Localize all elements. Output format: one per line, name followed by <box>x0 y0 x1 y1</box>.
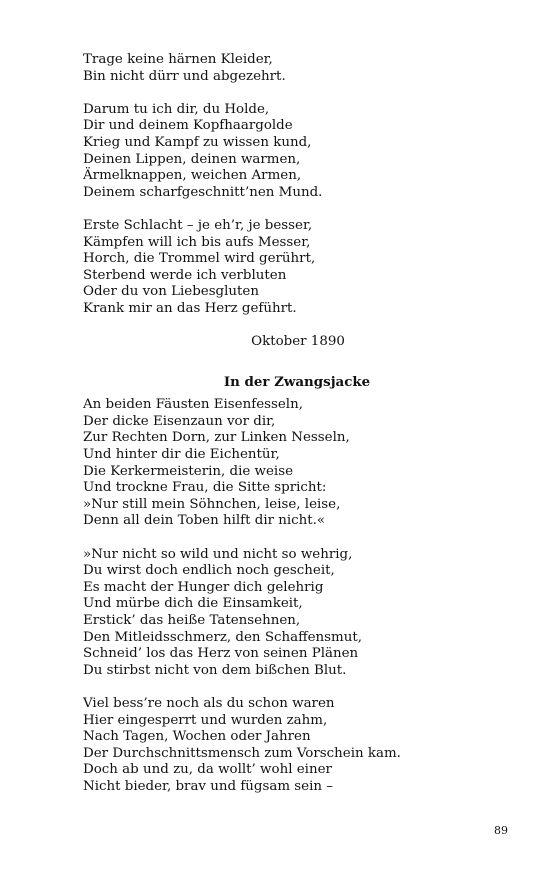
stanza <box>83 397 403 530</box>
poem-line: Oder du von Liebesgluten <box>83 284 259 300</box>
stanza <box>83 547 403 680</box>
poem-line: »Nur still mein Söhnchen, leise, leise, <box>83 496 341 512</box>
poem-line: Nach Tagen, Wochen oder Jahren <box>83 729 311 745</box>
stanza <box>83 218 403 318</box>
poem-1-stanzas <box>83 52 403 318</box>
poem-line: Krieg und Kampf zu wissen kund, <box>83 134 312 150</box>
poem-line: »Nur nicht so wild und nicht so wehrig, <box>83 546 353 562</box>
poem-2-stanzas <box>83 397 403 795</box>
poem-line: Horch, die Trommel wird gerührt, <box>83 251 316 267</box>
page-number: 89 <box>494 824 508 837</box>
poem-line: Sterbend werde ich verbluten <box>83 267 287 283</box>
poem-line: Dir und deinem Kopfhaargolde <box>83 118 293 134</box>
poem-line: Bin nicht dürr und abgezehrt. <box>83 68 286 84</box>
poem-1 <box>83 52 403 351</box>
poem-line: Kämpfen will ich bis aufs Messer, <box>83 234 311 250</box>
poem-line: Deinen Lippen, deinen warmen, <box>83 151 301 167</box>
stanza <box>83 52 403 85</box>
stanza <box>83 696 403 796</box>
poem-line: Und trockne Frau, die Sitte spricht: <box>83 480 327 496</box>
poem-date: Oktober 1890 <box>251 334 345 350</box>
stanza <box>83 102 403 202</box>
poem-title: In der Zwangsjacke <box>223 373 371 390</box>
poem-line: Deinem scharfgeschnitt’nen Mund. <box>83 184 323 200</box>
poem-line: Ärmelknappen, weichen Armen, <box>83 168 302 184</box>
poem-line: Den Mitleidsschmerz, den Schaffensmut, <box>83 629 362 645</box>
poem-line: Und hinter dir die Eichentür, <box>83 447 280 463</box>
poem-line: Hier eingesperrt und wurden zahm, <box>83 712 328 728</box>
page-content <box>83 52 403 812</box>
poem-line: Krank mir an das Herz geführt. <box>83 300 297 316</box>
poem-line: Zur Rechten Dorn, zur Linken Nesseln, <box>83 430 350 446</box>
poem-line: Trage keine härnen Kleider, <box>83 52 273 67</box>
poem-line: Darum tu ich dir, du Holde, <box>83 101 270 117</box>
poem-line: Erste Schlacht – je eh’r, je besser, <box>83 217 313 233</box>
poem-line: Du stirbst nicht von dem bißchen Blut. <box>83 662 347 678</box>
poem-2 <box>83 374 403 796</box>
poem-line: Der Durchschnittsmensch zum Vorschein kam. <box>83 745 401 761</box>
poem-line: Erstick’ das heiße Tatensehnen, <box>83 613 301 628</box>
poem-line: Du wirst doch endlich noch gescheit, <box>83 563 335 579</box>
poem-line: Viel bess’re noch als du schon waren <box>83 695 335 711</box>
poem-line: Der dicke Eisenzaun vor dir, <box>83 413 276 429</box>
poem-line: An beiden Fäusten Eisenfesseln, <box>83 397 303 413</box>
poem-line: Doch ab und zu, da wollt’ wohl einer <box>83 762 332 778</box>
poem-line: Es macht der Hunger dich gelehrig <box>83 579 324 595</box>
poem-line: Die Kerkermeisterin, die weise <box>83 463 294 479</box>
poem-line: Schneid’ los das Herz von seinen Plänen <box>83 646 359 662</box>
poem-line: Nicht bieder, brav und fügsam sein – <box>83 778 333 794</box>
poem-line: Und mürbe dich die Einsamkeit, <box>83 596 303 612</box>
poem-line: Denn all dein Toben hilft dir nicht.« <box>83 513 326 529</box>
